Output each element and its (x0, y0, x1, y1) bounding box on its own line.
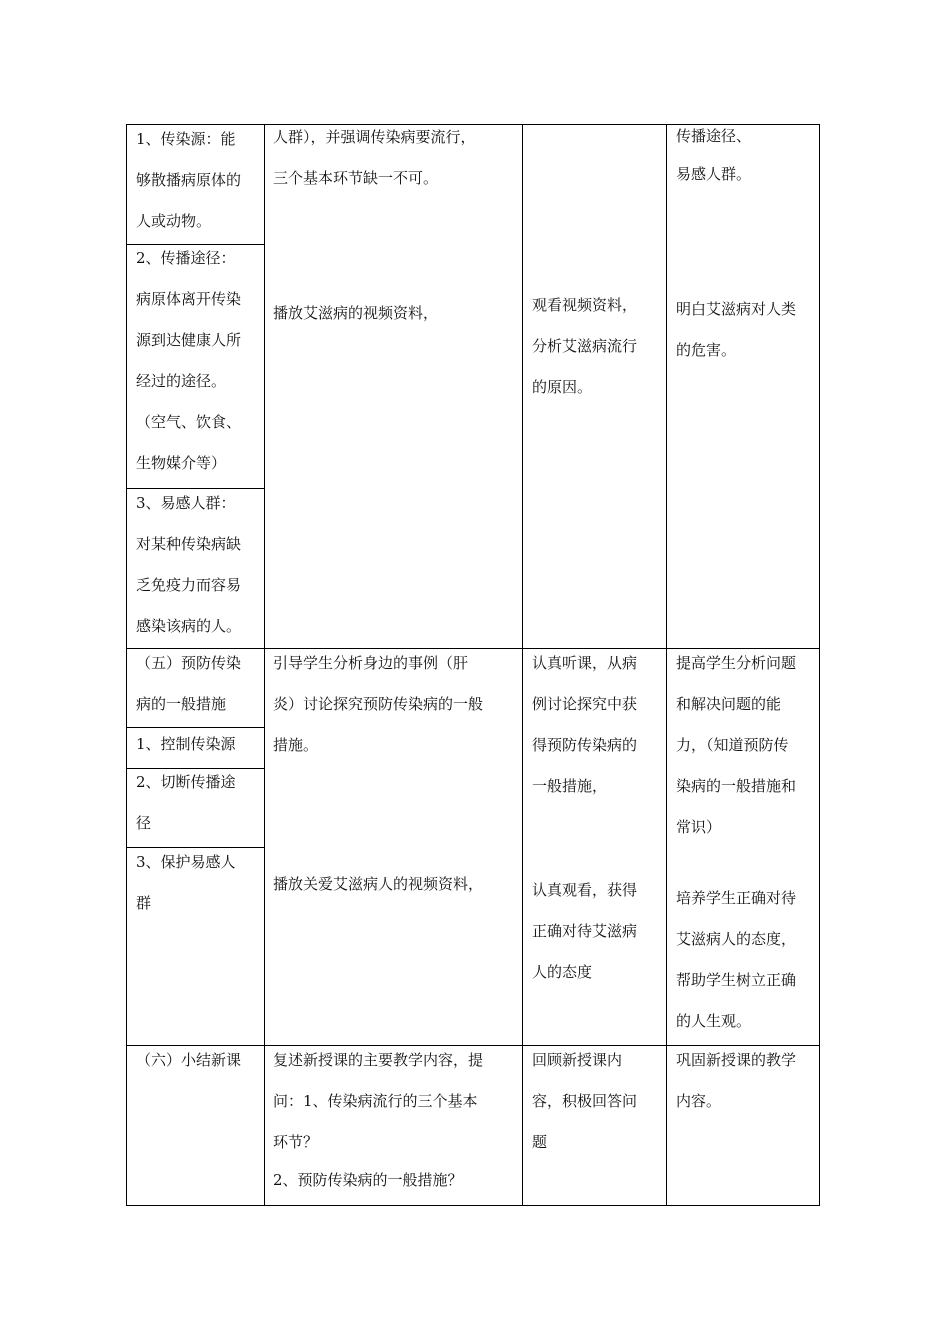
cell-source: 1、传染源：能 够散播病原体的 人或动物。 (136, 130, 242, 230)
design-intent: 明白艾滋病对人类 的危害。 (676, 300, 797, 359)
column-divider-1 (264, 124, 265, 1206)
teacher-activity: 播放艾滋病的视频资料， (273, 304, 439, 322)
design-intent: 培养学生正确对待 艾滋病人的态度， 帮助学生树立正确 的人生观。 (676, 889, 797, 1030)
cell-protect-susceptible: 3、保护易感人 群 (136, 853, 236, 912)
student-activity: 回顾新授课内 容，积极回答问 题 (532, 1051, 638, 1151)
student-activity: 认真观看，获得 正确对待艾滋病 人的态度 (532, 881, 638, 981)
student-activity: 认真听课，从病 例讨论探究中获 得预防传染病的 一般措施， (532, 654, 638, 795)
design-intent: 巩固新授课的教学 内容。 (676, 1051, 797, 1110)
column-divider-3 (666, 124, 667, 1206)
teacher-activity: 播放关爱艾滋病人的视频资料， (273, 875, 484, 893)
teacher-activity: 人群），并强调传染病要流行， 三个基本环节缺一不可。 (273, 128, 476, 187)
table-border-left (126, 124, 127, 1206)
cell-summary-title: （六）小结新课 (136, 1051, 242, 1069)
teacher-activity: 引导学生分析身边的事例（肝 炎）讨论探究预防传染病的一般 措施。 (273, 654, 484, 754)
student-activity: 观看视频资料， 分析艾滋病流行 的原因。 (532, 296, 638, 396)
design-intent: 提高学生分析问题 和解决问题的能 力，（知道预防传 染病的一般措施和 常识） (676, 654, 797, 836)
column-divider-2 (522, 124, 523, 1206)
cell-prevention-title: （五）预防传染 病的一般措施 (136, 654, 242, 713)
cell-cut-route: 2、切断传播途 径 (136, 773, 236, 832)
teacher-activity: 复述新授课的主要教学内容，提 问：1、传染病流行的三个基本 环节？ 2、预防传染病的一般措施？ (273, 1051, 484, 1189)
cell-susceptible: 3、易感人群： 对某种传染病缺 乏免疫力而容易 感染该病的人。 (136, 494, 242, 635)
design-intent: 传播途径、 易感人群。 (676, 127, 752, 183)
cell-route: 2、传播途径： 病原体离开传染 源到达健康人所 经过的途径。 （空气、饮食、 生物媒介等） (136, 249, 242, 472)
cell-control-source: 1、控制传染源 (136, 735, 236, 753)
table-border-bottom (126, 1205, 820, 1206)
table-border-right (819, 124, 820, 1206)
